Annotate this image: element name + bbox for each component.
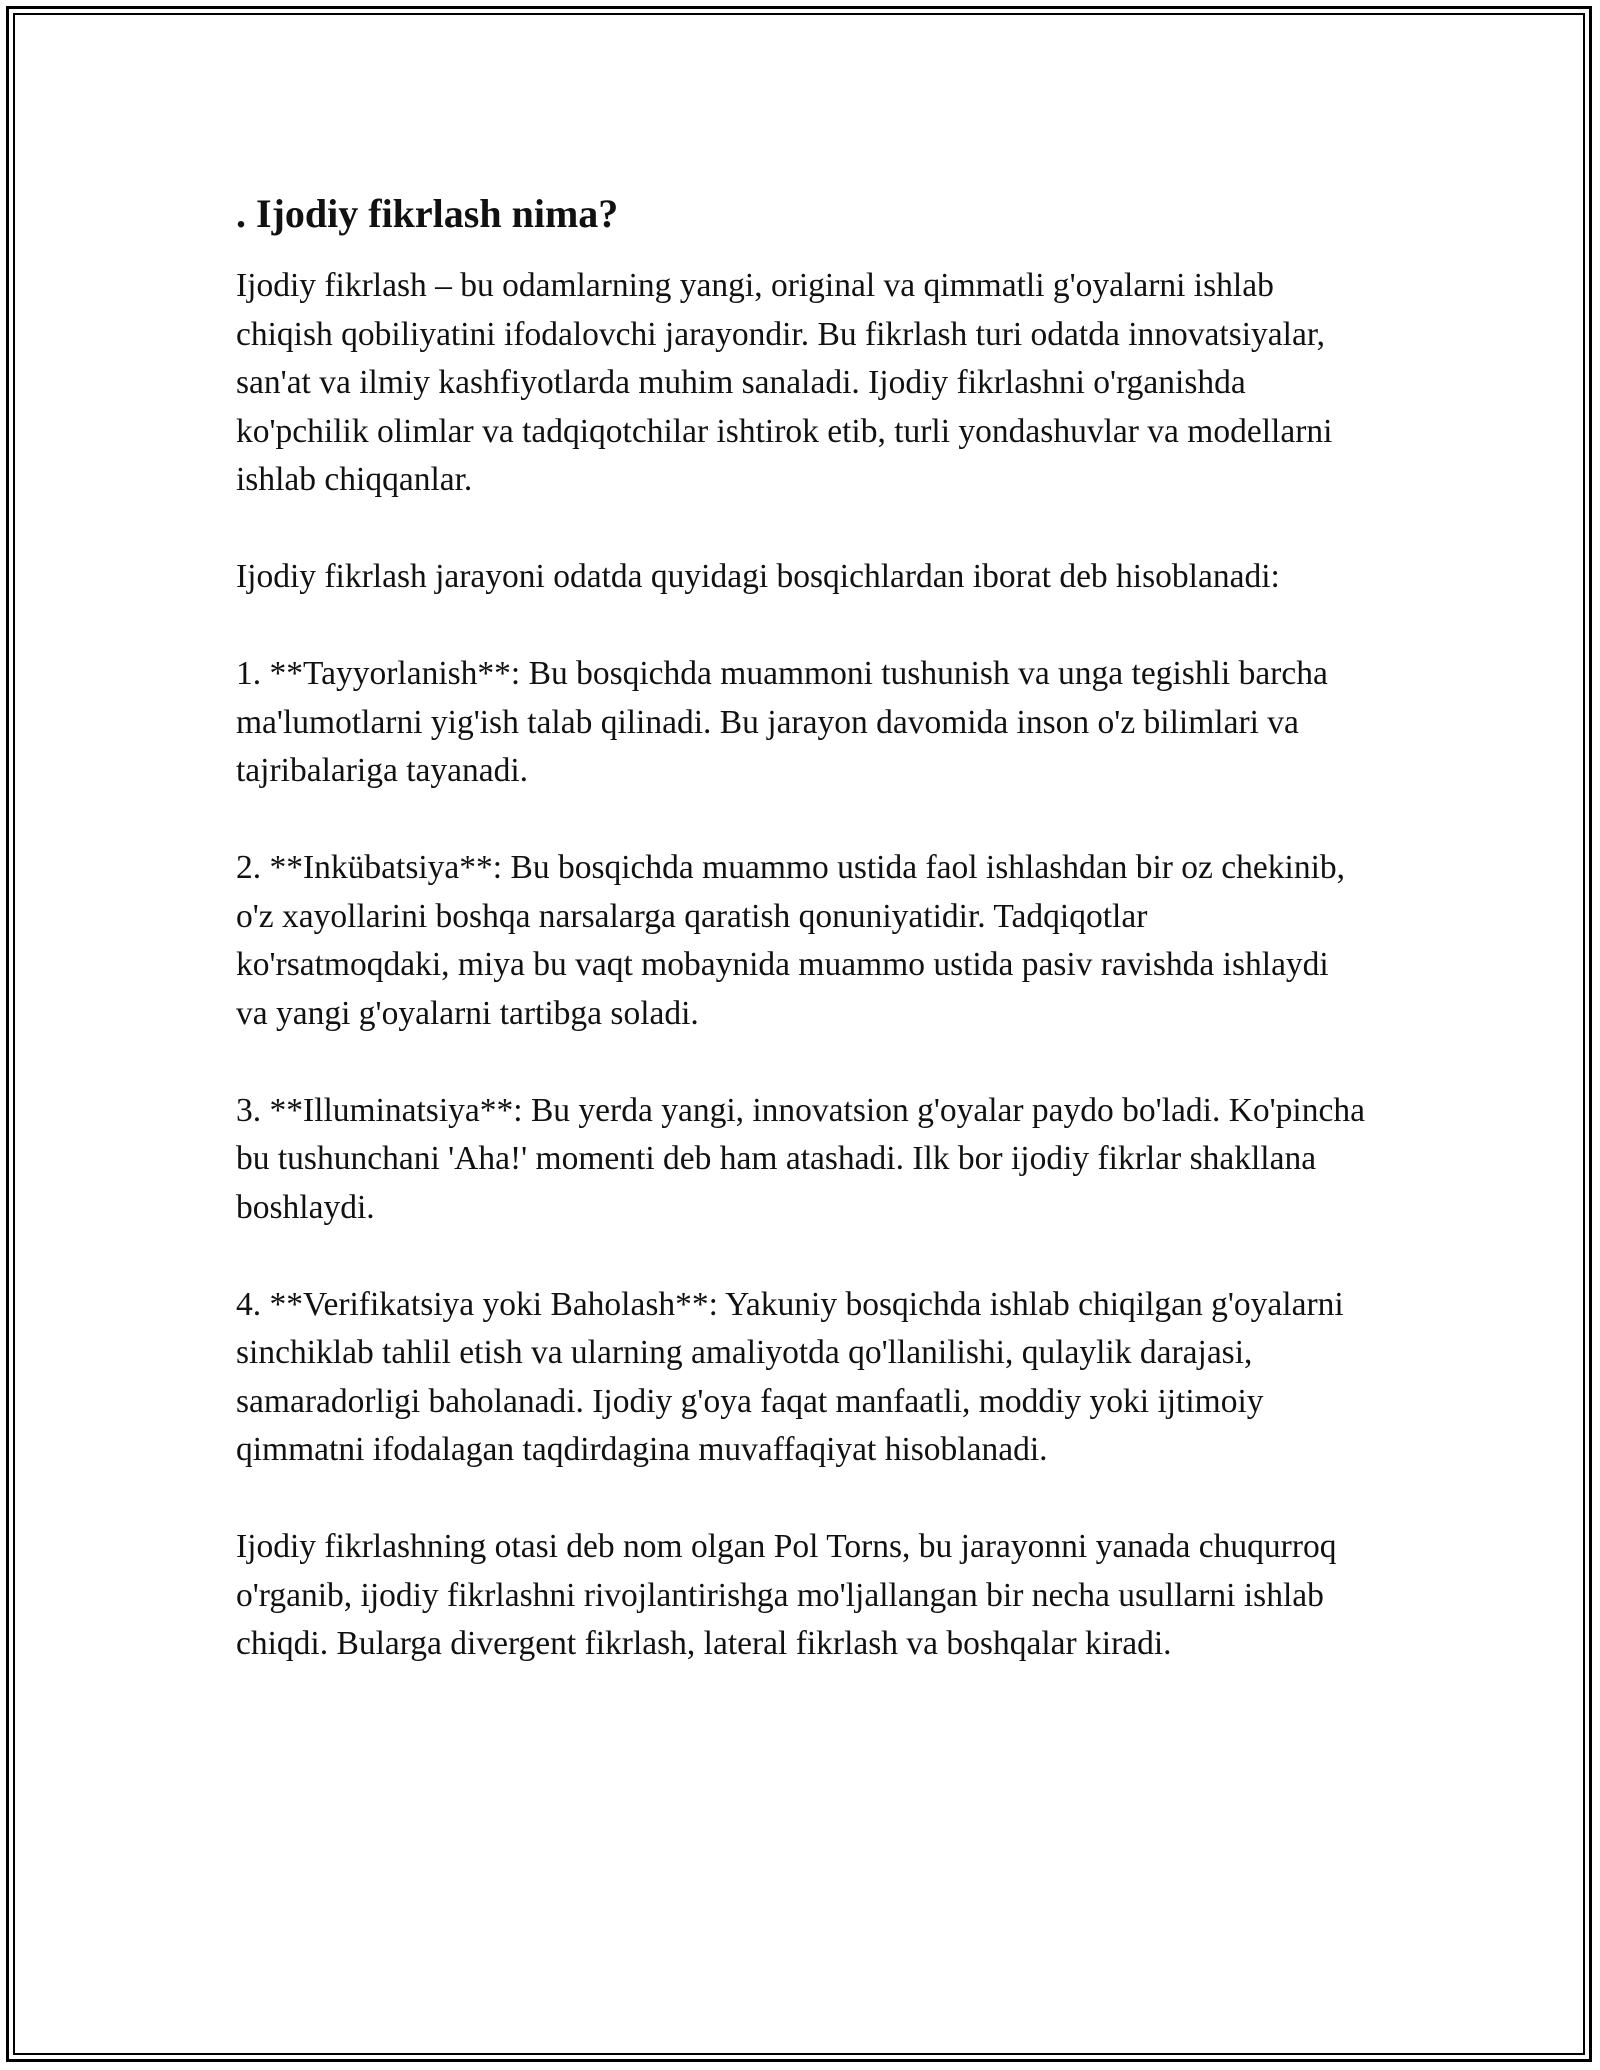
paragraph-stages-intro: Ijodiy fikrlash jarayoni odatda quyidagi bosqichlardan iborat deb hisoblanadi:: [236, 558, 1280, 595]
document-title: . Ijodiy fikrlash nima?: [236, 191, 619, 236]
paragraph-stage-3: 3. **Illuminatsiya**: Bu yerda yangi, innovatsion g'oyalar paydo bo'ladi. Ko'pincha bu tushunchani 'Aha!' momenti deb ham atashadi. Ilk bor ijodiy fikrlar shakllana boshlaydi.: [236, 1091, 1365, 1226]
paragraph-stage-1: 1. **Tayyorlanish**: Bu bosqichda muammoni tushunish va unga tegishli barcha ma'lumotlarni yig'ish talab qilinadi. Bu jarayon davomida inson o'z bilimlari va tajribalariga tayanadi.: [236, 655, 1328, 789]
paragraph-conclusion: Ijodiy fikrlashning otasi deb nom olgan Pol Torns, bu jarayonni yanada chuqurroq o'rganib, ijodiy fikrlashni rivojlantirishga mo'ljallangan bir necha usullarni ishlab chiqdi. Bularga divergent fikrlash, lateral fikrlash va boshqalar kiradi.: [236, 1528, 1337, 1662]
paragraph-stage-4: 4. **Verifikatsiya yoki Baholash**: Yakuniy bosqichda ishlab chiqilgan g'oyalarni sinchiklab tahlil etish va ularning amaliyotda qo'llanilishi, qulaylik darajasi, samaradorligi baholanadi. Ijodiy g'oya faqat manfaatli, moddiy yoki ijtimoiy qimmatni ifodalagan taqdirdagina muvaffaqiyat hisoblanadi.: [236, 1285, 1344, 1468]
paragraph-stage-2: 2. **Inkübatsiya**: Bu bosqichda muammo ustida faol ishlashdan bir oz chekinib, o'z xayollarini boshqa narsalarga qaratish qonuniyatidir. Tadqiqotlar ko'rsatmoqdaki, miya bu vaqt mobaynida muammo ustida pasiv ravishda ishlaydi va yangi g'oyalarni tartibga soladi.: [236, 849, 1346, 1032]
paragraph-intro: Ijodiy fikrlash – bu odamlarning yangi, original va qimmatli g'oyalarni ishlab chiqish qobiliyatini ifodalovchi jarayondir. Bu fikrlash turi odatda innovatsiyalar, san'at va ilmiy kashfiyotlarda muhim sanaladi. Ijodiy fikrlashni o'rganishda ko'pchilik olimlar va tadqiqotchilar ishtirok etib, turli yondashuvlar va modellarni ishlab chiqqanlar.: [236, 267, 1333, 498]
document-body: [236, 190, 1366, 1717]
